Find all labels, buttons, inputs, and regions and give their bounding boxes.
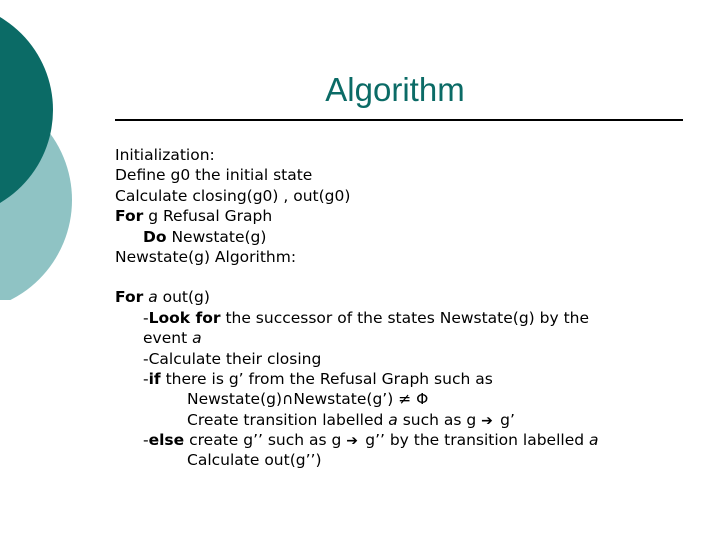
line-event-a <box>115 328 695 348</box>
dash: - <box>143 308 149 327</box>
line-look-for <box>115 308 695 328</box>
line-define: Define g0 the initial state <box>115 166 313 185</box>
var-a: a <box>192 329 202 348</box>
var-a: a <box>589 431 599 450</box>
line-create-transition <box>115 410 695 430</box>
spacer <box>115 267 695 287</box>
line-if <box>115 369 695 389</box>
keyword-if: if <box>148 369 161 388</box>
line-calculate: Calculate closing(g0) , out(g0) <box>115 186 351 205</box>
line-intersection: Newstate(g)∩Newstate(g’) ≠ Φ <box>187 390 429 409</box>
look-for-text: the successor of the states Newstate(g) by the <box>220 308 590 327</box>
slide-body <box>115 145 695 471</box>
line-calc-out: Calculate out(g’’) <box>187 451 322 470</box>
line-do <box>115 227 695 247</box>
var-a: a <box>388 410 398 429</box>
arrow-right-icon: ➔ <box>481 412 493 429</box>
line-newstate-algorithm: Newstate(g) Algorithm: <box>115 247 297 266</box>
else-text: create g’’ such as g <box>184 431 347 450</box>
line-for-g <box>115 206 695 226</box>
var-a: a <box>148 288 158 307</box>
for-a-text: out(g) <box>157 288 210 307</box>
arrow-right-icon: ➔ <box>346 433 359 450</box>
for-g-text: g Refusal Graph <box>143 207 273 226</box>
dash: - <box>143 431 149 450</box>
line-calc-closing: -Calculate their closing <box>143 349 322 368</box>
line-else <box>115 430 695 450</box>
if-text: there is g’ from the Refusal Graph such as <box>160 369 493 388</box>
g-prime-text: g’ <box>495 410 515 429</box>
line-initialization: Initialization: <box>115 146 215 164</box>
do-text: Newstate(g) <box>166 227 267 246</box>
line-for-a <box>115 287 695 307</box>
dash: - <box>143 369 149 388</box>
create-text: Create transition labelled <box>187 410 389 429</box>
decorative-circles <box>0 0 120 300</box>
keyword-for-a: For <box>115 288 144 307</box>
transition-text: g’’ by the transition labelled <box>360 431 590 450</box>
slide-title: Algorithm <box>325 71 465 108</box>
keyword-for: For <box>115 207 144 226</box>
keyword-else: else <box>148 431 185 450</box>
event-text: event <box>143 329 193 348</box>
keyword-look-for: Look for <box>148 308 221 327</box>
keyword-do: Do <box>143 227 167 246</box>
such-as-text: such as g <box>397 410 482 429</box>
title-divider <box>115 119 683 121</box>
